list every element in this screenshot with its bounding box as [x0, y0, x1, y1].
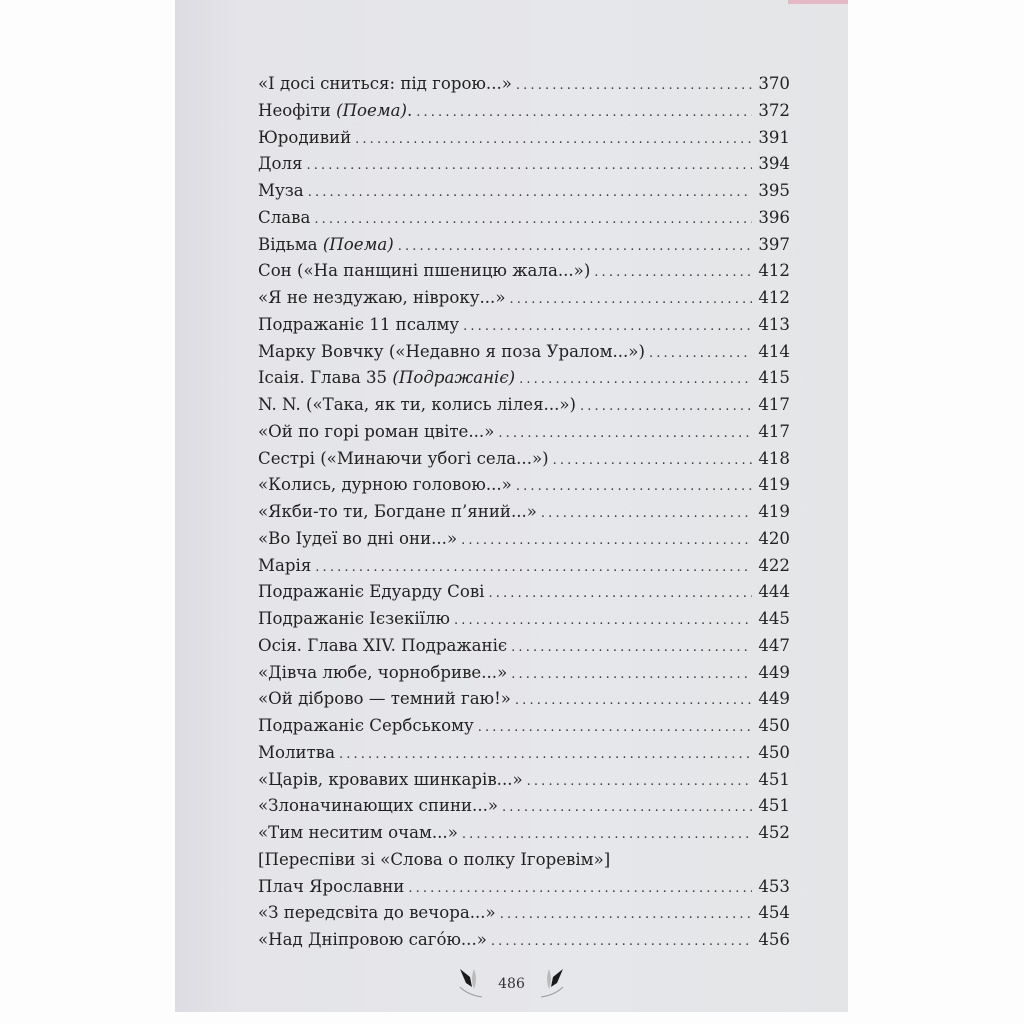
dot-leader	[511, 635, 752, 662]
dot-leader	[416, 100, 752, 127]
entry-title-text: «Дівча любе, чорнобриве...»	[258, 662, 508, 682]
entry-page-number: 415	[758, 368, 790, 388]
entry-title	[258, 392, 576, 419]
entry-page-number: 418	[758, 448, 790, 468]
entry-title	[258, 232, 394, 259]
dot-leader	[502, 795, 752, 822]
entry-page-number: 456	[758, 930, 790, 949]
entry-title-text: «Тим неситим очам...»	[258, 823, 458, 842]
entry-title	[258, 740, 335, 767]
entry-title	[258, 526, 457, 553]
entry-title	[258, 472, 512, 499]
entry-title-italic: (Поема)	[322, 234, 394, 254]
entry-title-text: Подражаніє Едуарду Сові	[258, 582, 485, 602]
entry-title	[258, 820, 458, 847]
entry-page-number: 452	[758, 823, 790, 842]
dot-leader	[463, 314, 752, 341]
entry-title-text: «Царів, кровавих шинкарів...»	[258, 769, 523, 789]
entry-title	[258, 847, 610, 874]
toc-entry	[258, 151, 790, 178]
dot-leader	[553, 448, 753, 475]
entry-title-text: «Ой діброво — темний гаю!»	[258, 689, 511, 709]
entry-title	[258, 98, 412, 125]
toc-entry	[258, 874, 790, 901]
entry-title-text: «Злоначинающих спини...»	[258, 796, 499, 816]
dot-leader	[515, 688, 752, 715]
entry-title-text: Подражаніє Сербському	[258, 716, 474, 735]
entry-page-number: 422	[758, 555, 790, 575]
toc-entry	[258, 713, 790, 740]
entry-title	[258, 312, 459, 339]
toc-entry	[258, 258, 790, 285]
entry-title	[258, 419, 494, 446]
entry-title-text: Подражаніє Ієзекіїлю	[258, 609, 450, 628]
entry-title	[258, 900, 496, 927]
toc-entry	[258, 125, 790, 152]
entry-title-text: «Колись, дурною головою...»	[258, 475, 512, 495]
dot-leader	[408, 876, 752, 903]
entry-title	[258, 793, 498, 820]
toc-entry	[258, 606, 790, 633]
page-footer	[175, 965, 848, 1003]
toc-entry	[258, 660, 790, 687]
toc-entry	[258, 365, 790, 392]
entry-page-number: 394	[758, 154, 790, 174]
entry-title-suffix: .	[406, 100, 413, 120]
entry-page-number: 391	[758, 127, 790, 147]
toc-entry	[258, 71, 790, 98]
entry-page-number: 453	[758, 876, 790, 896]
entry-title-text: Ісаія. Глава 35	[258, 368, 393, 388]
entry-page-number: 454	[758, 903, 790, 923]
dot-leader	[489, 581, 753, 608]
entry-title-text: «Я не нездужаю, нівроку...»	[258, 288, 506, 307]
entry-title	[258, 499, 537, 526]
dot-leader	[509, 287, 752, 314]
dot-leader	[500, 902, 753, 929]
entry-page-number: 397	[758, 234, 790, 254]
toc-entry	[258, 526, 790, 553]
dot-leader	[478, 715, 753, 742]
dot-leader	[519, 367, 752, 394]
entry-title-text: Доля	[258, 154, 303, 174]
toc-entry	[258, 686, 790, 713]
entry-title	[258, 874, 404, 901]
toc-section-heading	[258, 847, 790, 874]
dot-leader	[516, 73, 752, 100]
entry-title-text: Сестрі («Минаючи убогі села...»)	[258, 448, 549, 468]
dot-leader	[398, 234, 753, 261]
entry-title-text: Плач Ярославни	[258, 876, 405, 896]
entry-title	[258, 553, 311, 580]
dot-leader	[462, 822, 752, 849]
dot-leader	[511, 662, 752, 689]
entry-page-number: 445	[758, 609, 790, 628]
entry-page-number: 396	[758, 207, 790, 227]
entry-title-text: «Над Дніпровою сагóю...»	[258, 930, 487, 949]
entry-title-text: «І досі сниться: під горою...»	[258, 74, 512, 93]
entry-title-text: Марія	[258, 555, 312, 575]
entry-title	[258, 660, 507, 687]
dot-leader	[649, 341, 752, 368]
entry-page-number: 419	[758, 475, 790, 495]
entry-title-text: Осія. Глава XIV. Подражаніє	[258, 635, 508, 655]
leaf-ornament-right-icon	[537, 965, 567, 1003]
toc-entry	[258, 740, 790, 767]
entry-page-number: 395	[758, 181, 790, 200]
toc-entry	[258, 205, 790, 232]
toc-entry	[258, 98, 790, 125]
dot-leader	[580, 394, 752, 421]
entry-title-text: Юродивий	[258, 127, 352, 147]
toc-entry	[258, 820, 790, 847]
dot-leader	[594, 260, 752, 287]
entry-title	[258, 606, 450, 633]
entry-title	[258, 767, 523, 794]
toc-entry	[258, 767, 790, 794]
entry-page-number: 417	[758, 395, 790, 414]
book-page	[175, 0, 848, 1012]
toc-entry	[258, 339, 790, 366]
dot-leader	[315, 555, 752, 582]
entry-title	[258, 205, 310, 232]
entry-title	[258, 579, 485, 606]
entry-title	[258, 927, 487, 954]
entry-title-text: Подражаніє 11 псалму	[258, 314, 460, 334]
entry-page-number: 451	[758, 796, 790, 816]
entry-title-text: Неофіти	[258, 100, 337, 120]
entry-title-text: Муза	[258, 181, 304, 200]
table-of-contents	[258, 71, 790, 954]
entry-page-number: 412	[758, 261, 790, 281]
toc-entry	[258, 392, 790, 419]
entry-page-number: 413	[758, 314, 790, 334]
dot-leader	[527, 769, 753, 796]
entry-page-number: 450	[758, 742, 790, 762]
entry-title	[258, 151, 303, 178]
entry-page-number: 447	[758, 635, 790, 655]
entry-page-number: 417	[758, 421, 790, 441]
entry-title-text: Марку Вовчку («Недавно я поза Уралом...»)	[258, 341, 645, 361]
dot-leader	[541, 501, 752, 528]
entry-title	[258, 178, 304, 205]
dot-leader	[308, 180, 753, 207]
toc-entry	[258, 793, 790, 820]
entry-title	[258, 686, 511, 713]
leaf-ornament-left-icon	[456, 965, 486, 1003]
toc-entry	[258, 579, 790, 606]
toc-entry	[258, 633, 790, 660]
dot-leader	[339, 742, 752, 769]
toc-entry	[258, 232, 790, 259]
toc-entry	[258, 499, 790, 526]
entry-page-number: 449	[758, 689, 790, 709]
entry-title-text: [Переспіви зі «Слова о полку Ігоревім»]	[258, 849, 611, 869]
toc-entry	[258, 312, 790, 339]
entry-page-number: 451	[758, 769, 790, 789]
dot-leader	[314, 207, 752, 234]
entry-title-text: Молитва	[258, 742, 335, 762]
entry-title-text: «З передсвіта до вечора...»	[258, 903, 496, 923]
entry-title-text: Сон («На панщині пшеницю жала...»)	[258, 261, 591, 281]
entry-title-text: «Во Іудеї во дні они...»	[258, 528, 458, 548]
page-number: 486	[498, 976, 525, 992]
entry-title	[258, 713, 474, 740]
entry-title-italic: (Подражаніє)	[392, 368, 516, 388]
entry-page-number: 372	[758, 100, 790, 120]
entry-title	[258, 633, 507, 660]
dot-leader	[516, 474, 753, 501]
entry-title	[258, 339, 645, 366]
toc-entry	[258, 419, 790, 446]
toc-entry	[258, 900, 790, 927]
toc-entry	[258, 472, 790, 499]
toc-entry	[258, 927, 790, 954]
entry-title	[258, 258, 590, 285]
entry-title-text: Слава	[258, 207, 311, 227]
entry-title	[258, 285, 505, 312]
entry-title-italic: (Поема)	[336, 100, 407, 120]
entry-title	[258, 365, 515, 392]
entry-title	[258, 125, 351, 152]
entry-title	[258, 446, 549, 473]
dot-leader	[355, 127, 752, 154]
entry-title-text: «Якби-то ти, Богдане п’яний...»	[258, 502, 537, 521]
dot-leader	[498, 421, 752, 448]
entry-page-number: 450	[758, 716, 790, 735]
dot-leader	[454, 608, 752, 635]
toc-entry	[258, 553, 790, 580]
entry-page-number: 419	[758, 502, 790, 521]
entry-page-number: 420	[758, 528, 790, 548]
dot-leader	[461, 528, 752, 555]
dot-leader	[491, 929, 752, 956]
dot-leader	[307, 153, 753, 180]
entry-page-number: 414	[758, 341, 790, 361]
entry-title-text: «Ой по горі роман цвіте...»	[258, 421, 495, 441]
entry-title-text: N. N. («Така, як ти, колись лілея...»)	[258, 395, 577, 414]
entry-page-number: 449	[758, 662, 790, 682]
entry-page-number: 370	[758, 74, 790, 93]
toc-entry	[258, 285, 790, 312]
entry-title-text: Відьма	[258, 234, 323, 254]
entry-page-number: 444	[758, 582, 790, 602]
toc-entry	[258, 178, 790, 205]
toc-entry	[258, 446, 790, 473]
entry-page-number: 412	[758, 288, 790, 307]
entry-title	[258, 71, 512, 98]
